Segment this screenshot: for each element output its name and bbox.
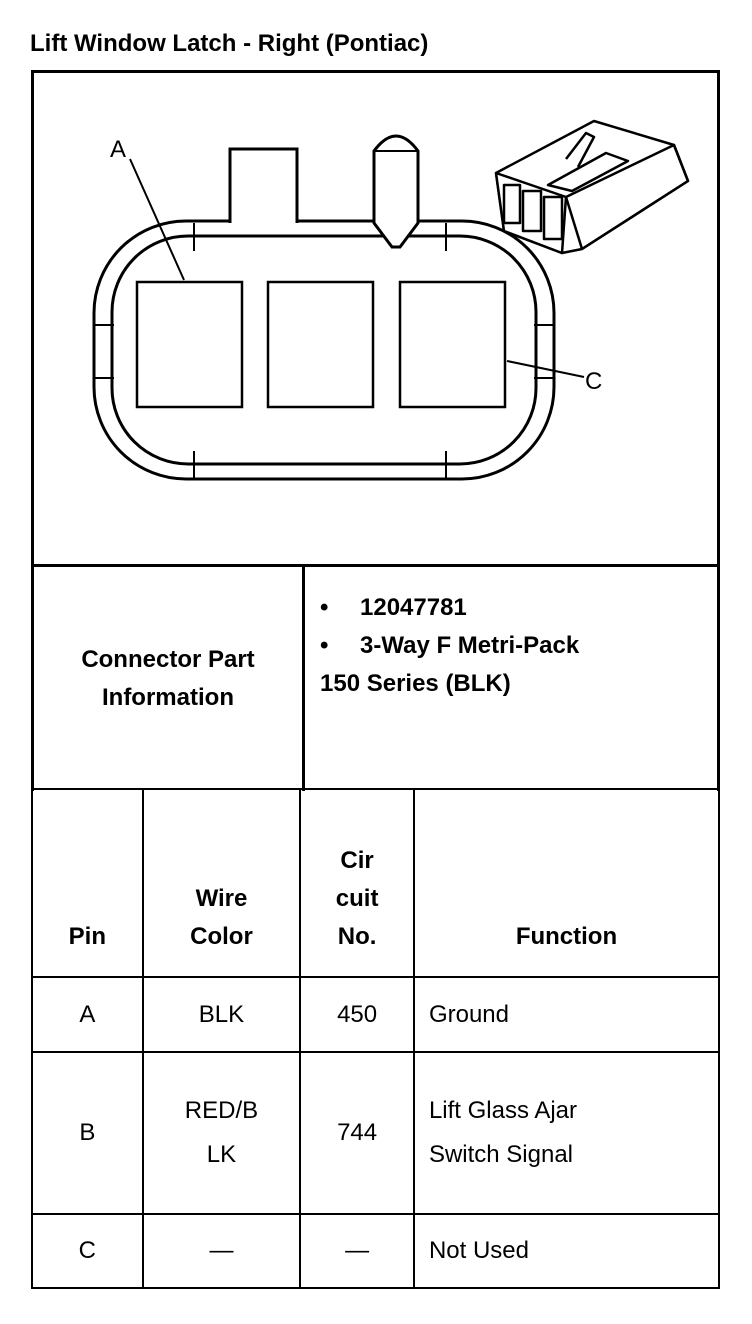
header-circuit-no: Cir cuit No. — [300, 789, 414, 977]
pin-cell: C — [32, 1214, 143, 1288]
connector-face-drawing — [34, 73, 717, 567]
connector-type-item: • 3-Way F Metri-Pack — [320, 632, 580, 659]
cavity-b — [268, 282, 373, 407]
cavity-a — [137, 282, 242, 407]
header-function: Function — [414, 789, 719, 977]
connector-isometric-view — [496, 121, 688, 253]
pin-cell: A — [32, 977, 143, 1052]
wire-color-cell: — — [143, 1214, 301, 1288]
header-wire-color: Wire Color — [143, 789, 301, 977]
part-number-item: • 12047781 — [320, 594, 467, 621]
connector-latch — [374, 136, 418, 247]
connector-series: 150 Series (BLK) — [320, 670, 511, 697]
table-row — [32, 977, 719, 1052]
circuit-cell: 450 — [300, 977, 414, 1052]
page-title: Lift Window Latch - Right (Pontiac) — [30, 30, 429, 57]
circuit-cell: — — [300, 1214, 414, 1288]
table-row — [32, 1052, 719, 1214]
callout-a-label: A — [110, 136, 127, 163]
table-header-row — [32, 789, 719, 977]
table-row — [32, 1214, 719, 1288]
function-cell: Ground — [414, 977, 719, 1052]
function-cell: Lift Glass Ajar Switch Signal — [414, 1052, 719, 1214]
cavity-c — [400, 282, 505, 407]
connector-part-info — [31, 564, 720, 791]
header-pin: Pin — [32, 789, 143, 977]
connector-info-label: Connector Part Information — [81, 646, 255, 711]
pin-cell: B — [32, 1052, 143, 1214]
connector-key-tab — [230, 149, 297, 223]
connector-diagram — [31, 70, 720, 567]
pinout-table — [31, 788, 720, 1289]
wire-color-cell: RED/B LK — [143, 1052, 301, 1214]
circuit-cell: 744 — [300, 1052, 414, 1214]
wire-color-cell: BLK — [143, 977, 301, 1052]
connector-info-values — [320, 589, 579, 703]
callout-c-label: C — [585, 368, 603, 395]
function-cell: Not Used — [414, 1214, 719, 1288]
